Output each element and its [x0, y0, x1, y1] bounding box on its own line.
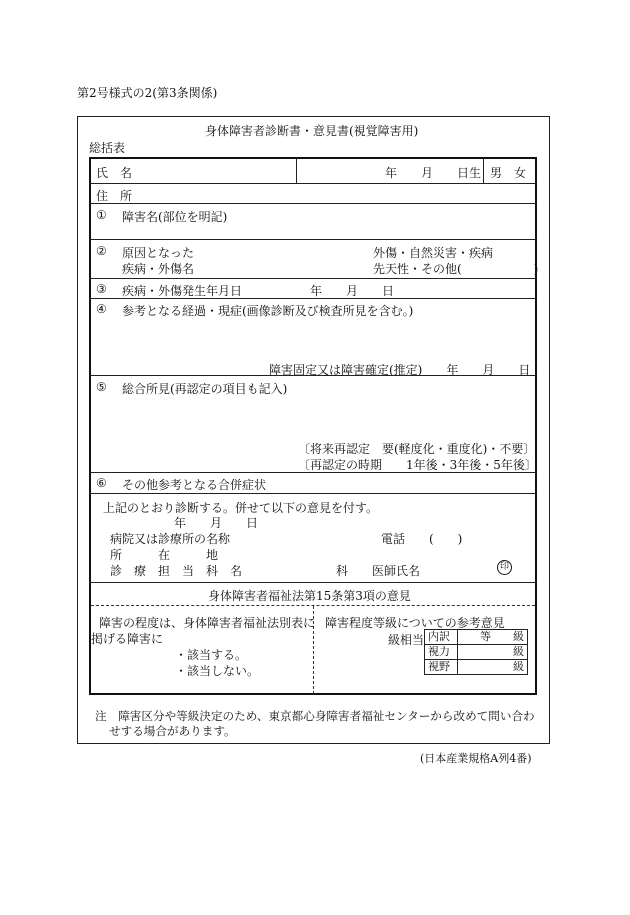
cause-options-line2: 先天性・その他( ) [373, 262, 539, 276]
row-divider [89, 493, 537, 494]
doctor-name-label: 科 医師氏名 [336, 564, 421, 578]
dob-label: 年 月 日生 [385, 166, 482, 180]
cause-label-line2: 疾病・外傷名 [122, 262, 195, 276]
department-label: 診 療 担 当 科 名 [110, 564, 243, 578]
phone-label: 電話 ( ) [381, 532, 463, 546]
onset-date-label: 疾病・外傷発生年月日 [122, 284, 243, 298]
row4-number: ④ [96, 302, 107, 316]
choice-applicable: ・該当する。 [175, 648, 248, 662]
diagnosis-date: 年 月 日 [174, 516, 259, 530]
grade-opinion-title: 障害程度等級についての参考意見 [325, 616, 505, 630]
cause-label-line1: 原因となった [122, 246, 195, 260]
row-divider [89, 278, 537, 279]
overall-findings-label: 総合所見(再認定の項目も記入) [122, 382, 288, 396]
cell-divider [296, 159, 297, 183]
complications-label: その他参考となる合併症状 [122, 478, 267, 492]
note-line1: 注 障害区分や等級決定のため、東京都心身障害者福祉センターから改めて問い合わ [95, 709, 535, 723]
row-divider [89, 183, 537, 184]
cause-options-line1: 外傷・自然災害・疾病 [373, 246, 494, 260]
paper-size-footer: (日本産業規格A列4番) [420, 752, 532, 765]
onset-date-value: 年 月 日 [310, 284, 395, 298]
hospital-name-label: 病院又は診療所の名称 [110, 532, 231, 546]
grade-table [424, 629, 528, 675]
address-label: 住 所 [96, 189, 133, 203]
grade-value: 等 級 [458, 630, 528, 645]
row2-number: ② [96, 244, 107, 258]
summary-label: 総括表 [89, 141, 126, 155]
row6-number: ⑥ [96, 476, 107, 490]
seal-mark: 印 [497, 560, 512, 575]
name-label: 氏 名 [96, 166, 133, 180]
grade-value: 級 [458, 645, 528, 660]
grade-row-visual-acuity [425, 645, 528, 660]
grade-label: 視野 [425, 660, 458, 675]
row1-number: ① [96, 208, 107, 222]
choice-not-applicable: ・該当しない。 [175, 664, 260, 678]
cell-divider [483, 159, 484, 183]
grade-label: 視力 [425, 645, 458, 660]
note-line2: せする場合があります。 [109, 724, 236, 738]
grade-prefix: 級相当 [388, 633, 425, 647]
recert-line2: 〔再認定の時期 1年後・3年後・5年後〕 [298, 458, 537, 472]
opinion-left-line1: 障害の程度は、身体障害者福祉法別表に [99, 616, 316, 630]
opinion-left-line2: 掲げる障害に [91, 632, 164, 646]
disability-name-label: 障害名(部位を明記) [122, 210, 228, 224]
grade-value: 級 [458, 660, 528, 675]
row-divider [89, 203, 537, 204]
row5-number: ⑤ [96, 380, 107, 394]
progress-label: 参考となる経過・現症(画像診断及び検査所見を含む。) [122, 304, 414, 318]
opinion-title: 身体障害者福祉法第15条第3項の意見 [208, 589, 411, 603]
recert-line1: 〔将来再認定 要(軽度化・重度化)・不要〕 [298, 442, 536, 456]
hospital-address-label: 所 在 地 [110, 548, 219, 562]
sex-label: 男 女 [490, 166, 527, 180]
grade-label: 内訳 [425, 630, 458, 645]
row3-number: ③ [96, 282, 107, 296]
grade-row-visual-field [425, 660, 528, 675]
fixed-date-line: 障害固定又は障害確定(推定) 年 月 日 [269, 363, 531, 377]
diagnosis-statement: 上記のとおり診断する。併せて以下の意見を付す。 [103, 501, 379, 515]
form-title: 身体障害者診断書・意見書(視覚障害用) [205, 124, 419, 138]
grade-row-breakdown [425, 630, 528, 645]
form-number: 第2号様式の2(第3条関係) [77, 86, 218, 100]
row-divider [89, 239, 537, 240]
row-divider [89, 582, 537, 583]
